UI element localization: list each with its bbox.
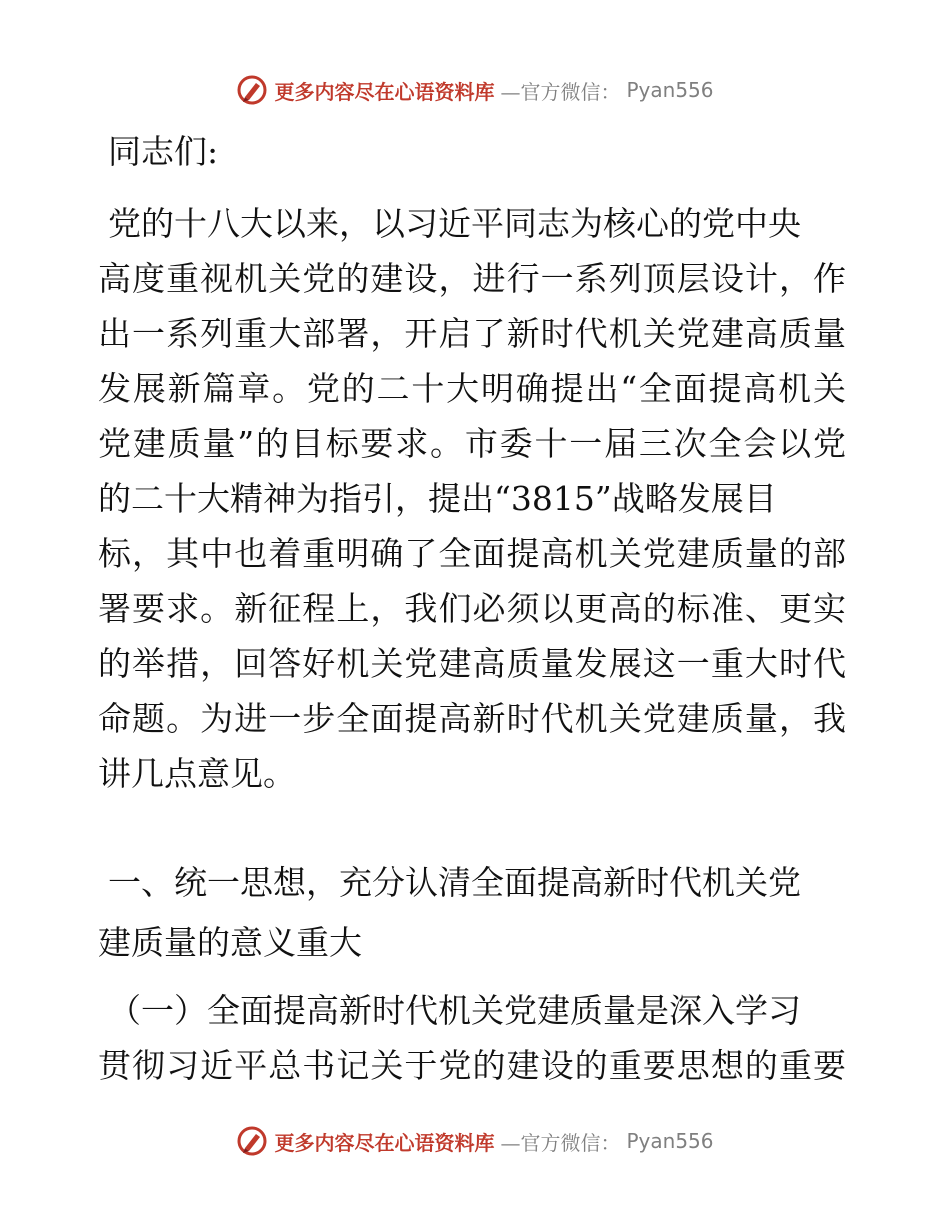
paragraph-line: 的举措，回答好机关党建高质量发展这一重大时代 (98, 644, 846, 683)
section-heading (98, 853, 858, 973)
paragraph-line: 讲几点意见。 (98, 754, 296, 793)
pen-logo-icon (236, 1125, 268, 1157)
watermark-account-text: Pyan556 (626, 1129, 714, 1153)
paragraph-intro (98, 196, 858, 801)
heading-line: 建质量的意义重大 (98, 923, 362, 962)
paragraph-line: 的二十大精神为指引，提出“3815”战略发展目 (98, 479, 777, 518)
paragraph-line: 出一系列重大部署，开启了新时代机关党建高质量 (98, 314, 846, 353)
paragraph-line: 发展新篇章。党的二十大明确提出“全面提高机关 (98, 369, 846, 408)
paragraph-line: 署要求。新征程上，我们必须以更高的标准、更实 (98, 589, 846, 628)
paragraph-line: 党的十八大以来，以习近平同志为核心的党中央 (108, 204, 801, 243)
paragraph-line: （一）全面提高新时代机关党建质量是深入学习 (108, 991, 801, 1030)
paragraph-line: 标，其中也着重明确了全面提高机关党建质量的部 (98, 534, 846, 573)
watermark-label-text: —官方微信： (500, 79, 621, 104)
watermark-account-text: Pyan556 (626, 78, 714, 102)
watermark-brand-text: 更多内容尽在心语资料库 (274, 1130, 495, 1155)
paragraph-line: 党建质量”的目标要求。市委十一届三次全会以党 (98, 424, 846, 463)
greeting: 同志们: (108, 132, 219, 171)
watermark-footer (0, 1125, 950, 1157)
paragraph-line: 命题。为进一步全面提高新时代机关党建质量，我 (98, 699, 846, 738)
watermark-brand-text: 更多内容尽在心语资料库 (274, 79, 495, 104)
watermark-header (0, 74, 950, 106)
paragraph-line: 贯彻习近平总书记关于党的建设的重要思想的重要 (98, 1046, 846, 1085)
heading-line: 一、统一思想，充分认清全面提高新时代机关党 (108, 863, 801, 902)
paragraph-line: 高度重视机关党的建设，进行一系列顶层设计，作 (98, 259, 846, 298)
paragraph-subsection (98, 983, 858, 1093)
watermark-label-text: —官方微信： (500, 1130, 621, 1155)
pen-logo-icon (236, 74, 268, 106)
